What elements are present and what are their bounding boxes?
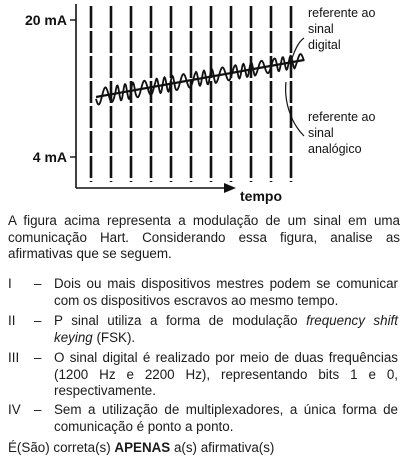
intro-paragraph: A figura acima representa a modulação de um sinal em uma comunicação Hart. Considerando essa figura, analise as afirmativas que se seguem.: [8, 213, 400, 261]
statement-text: [54, 276, 398, 309]
digital-label-line-3: digital: [308, 38, 341, 52]
statement-text-part: P sinal utiliza a forma de modulação: [54, 313, 307, 328]
vertical-dashed-bars: [91, 6, 291, 182]
digital-label: [308, 6, 379, 52]
analog-label-line-2: sinal: [308, 126, 334, 140]
statement-dash: –: [34, 276, 42, 291]
analog-signal-line: [96, 60, 304, 97]
analog-label-line-3: analógico: [308, 142, 362, 156]
analog-label: [308, 110, 379, 156]
statement-text-part: Sem a utilização de multiplexadores, a única forma de comunicação é ponto a ponto.: [54, 402, 398, 434]
statement-number: I: [8, 276, 12, 291]
statement-dash: –: [34, 402, 42, 417]
y-label-20ma: 20 mA: [24, 12, 67, 28]
digital-label-line-1: referente ao: [308, 6, 376, 20]
statement-text-part: O sinal digital é realizado por meio de duas frequências (1200 Hz e 2200 Hz), representando bits 1 e 0, respectivamente.: [54, 350, 398, 398]
statement-number: IV: [8, 402, 21, 417]
statement-text: [54, 313, 398, 346]
analog-pointer-line: [286, 82, 304, 136]
statement-text: [54, 350, 398, 400]
hart-modulation-figure: [0, 0, 405, 210]
y-label-4ma: 4 mA: [32, 149, 67, 165]
question-emphasis: APENAS: [114, 440, 171, 455]
question-text: É(São) correta(s): [8, 440, 115, 455]
statement-dash: –: [34, 313, 42, 328]
statement-text-part: Dois ou mais dispositivos mestres podem se comunicar com os dispositivos escravos ao mesmo tempo.: [54, 276, 398, 308]
question-text: a(s) afirmativa(s): [170, 440, 275, 455]
statement-number: II: [8, 313, 16, 328]
statement-text-part: (FSK).: [92, 329, 136, 345]
statement-dash: –: [34, 350, 42, 365]
question-line: [8, 440, 400, 457]
x-axis-label: tempo: [240, 188, 282, 204]
statement-number: III: [8, 350, 20, 365]
statement-text-italic: frequency shift keying: [54, 313, 398, 345]
analog-label-line-1: referente ao: [308, 110, 376, 124]
digital-label-line-2: sinal: [308, 22, 334, 36]
x-axis-arrow: [224, 183, 236, 193]
statement-text: [54, 402, 398, 435]
